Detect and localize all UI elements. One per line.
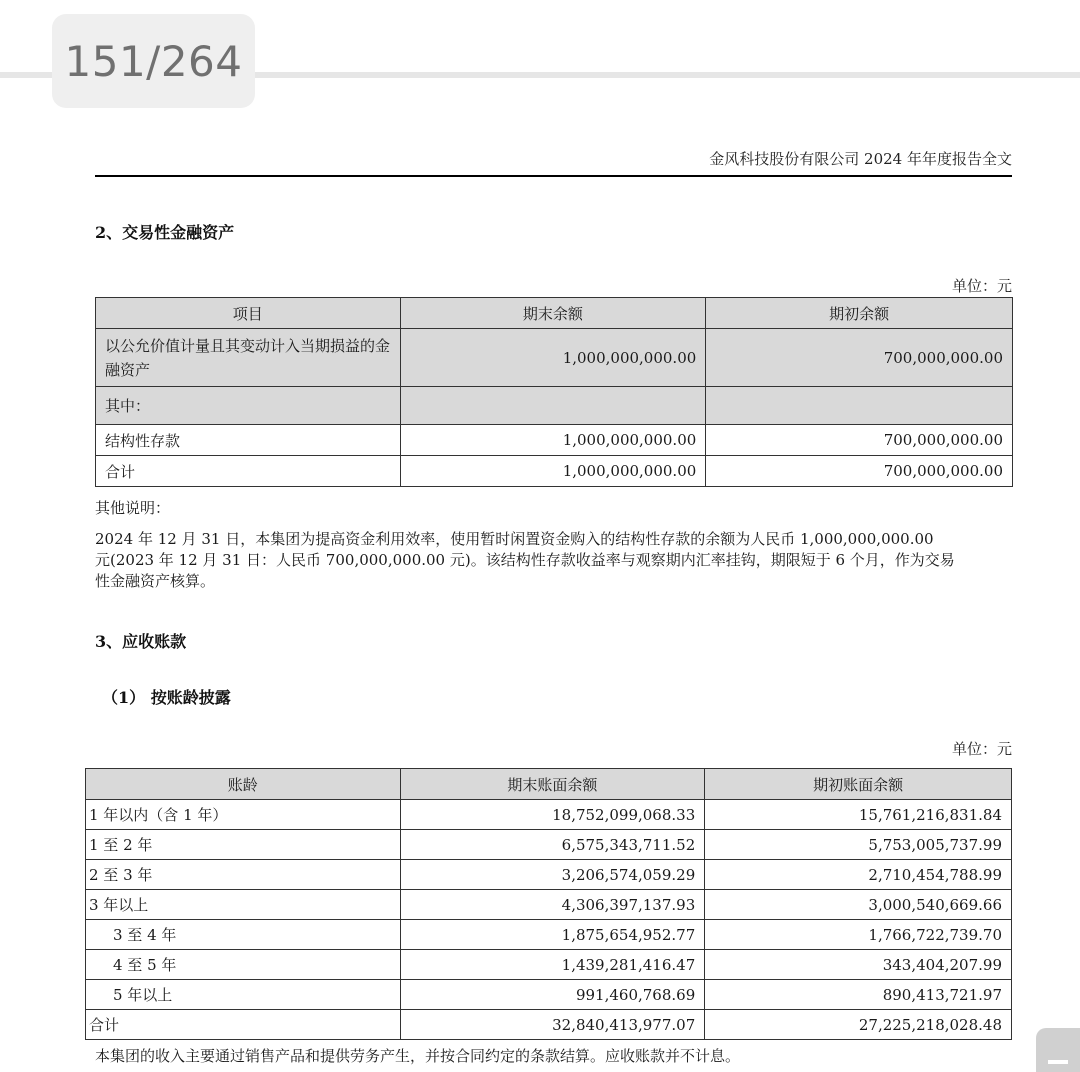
row-label: 结构性存款 (96, 425, 401, 456)
end-balance: 1,000,000,000.00 (400, 425, 706, 456)
table-total-row (96, 456, 1013, 487)
row-label: 5 年以上 (86, 980, 401, 1010)
table-header-row (96, 298, 1013, 329)
page-indicator[interactable]: 151/264 (52, 14, 255, 108)
end-balance: 6,575,343,711.52 (400, 830, 705, 860)
table-row (86, 950, 1012, 980)
header-divider (95, 175, 1012, 177)
end-balance: 3,206,574,059.29 (400, 860, 705, 890)
table-row (96, 387, 1013, 425)
row-label: 其中： (96, 387, 401, 425)
row-label: 3 至 4 年 (86, 920, 401, 950)
row-label: 以公允价值计量且其变动计入当期损益的金融资产 (96, 329, 401, 387)
begin-balance: 5,753,005,737.99 (705, 830, 1012, 860)
begin-balance: 3,000,540,669.66 (705, 890, 1012, 920)
begin-balance (706, 387, 1013, 425)
begin-balance: 700,000,000.00 (706, 425, 1013, 456)
trading-assets-note (95, 529, 1025, 592)
table-row (86, 830, 1012, 860)
receivables-note: 本集团的收入主要通过销售产品和提供劳务产生，并按合同约定的条款结算。应收账款并不计息。 (95, 1047, 741, 1065)
table-row (96, 425, 1013, 456)
begin-balance: 343,404,207.99 (705, 950, 1012, 980)
table-row (96, 329, 1013, 387)
note-line: 2024 年 12 月 31 日，本集团为提高资金利用效率，使用暂时闲置资金购入的结构性存款的余额为人民币 1,000,000,000.00 (95, 530, 934, 548)
row-label: 4 至 5 年 (86, 950, 401, 980)
table-row (86, 860, 1012, 890)
section-heading-trading-assets: 2、交易性金融资产 (95, 223, 235, 242)
table-row (86, 920, 1012, 950)
table-total-row (86, 1010, 1012, 1040)
column-header: 期末账面余额 (400, 769, 705, 800)
end-balance: 991,460,768.69 (400, 980, 705, 1010)
begin-balance: 700,000,000.00 (706, 329, 1013, 387)
begin-balance: 890,413,721.97 (705, 980, 1012, 1010)
row-label: 合计 (96, 456, 401, 487)
receivables-aging-table (85, 768, 1012, 1040)
other-notes-label: 其他说明： (95, 499, 171, 517)
table-row (86, 980, 1012, 1010)
row-label: 1 至 2 年 (86, 830, 401, 860)
table-row (86, 890, 1012, 920)
begin-balance: 27,225,218,028.48 (705, 1010, 1012, 1040)
end-balance: 18,752,099,068.33 (400, 800, 705, 830)
row-label: 3 年以上 (86, 890, 401, 920)
end-balance: 1,439,281,416.47 (400, 950, 705, 980)
column-header: 期末余额 (400, 298, 706, 329)
collapse-button[interactable] (1036, 1028, 1080, 1072)
column-header: 期初账面余额 (705, 769, 1012, 800)
column-header: 项目 (96, 298, 401, 329)
row-label: 2 至 3 年 (86, 860, 401, 890)
note-line: 性金融资产核算。 (95, 572, 216, 590)
begin-balance: 15,761,216,831.84 (705, 800, 1012, 830)
trading-assets-table (95, 297, 1013, 487)
row-label: 合计 (86, 1010, 401, 1040)
unit-label: 单位：元 (951, 277, 1012, 295)
note-line: 元(2023 年 12 月 31 日：人民币 700,000,000.00 元)。该结构性存款收益率与观察期内汇率挂钩，期限短于 6 个月，作为交易 (95, 551, 955, 569)
end-balance: 32,840,413,977.07 (400, 1010, 705, 1040)
column-header: 账龄 (86, 769, 401, 800)
end-balance (400, 387, 706, 425)
table-row (86, 800, 1012, 830)
end-balance: 1,875,654,952.77 (400, 920, 705, 950)
begin-balance: 1,766,722,739.70 (705, 920, 1012, 950)
report-header-title: 金风科技股份有限公司 2024 年年度报告全文 (709, 150, 1012, 168)
begin-balance: 2,710,454,788.99 (705, 860, 1012, 890)
subsection-heading-aging: （1） 按账龄披露 (102, 688, 231, 707)
begin-balance: 700,000,000.00 (706, 456, 1013, 487)
row-label: 1 年以内（含 1 年） (86, 800, 401, 830)
section-heading-receivables: 3、应收账款 (95, 632, 187, 651)
minus-icon (1048, 1060, 1068, 1064)
unit-label: 单位：元 (951, 740, 1012, 758)
column-header: 期初余额 (706, 298, 1013, 329)
end-balance: 4,306,397,137.93 (400, 890, 705, 920)
end-balance: 1,000,000,000.00 (400, 329, 706, 387)
end-balance: 1,000,000,000.00 (400, 456, 706, 487)
table-header-row (86, 769, 1012, 800)
